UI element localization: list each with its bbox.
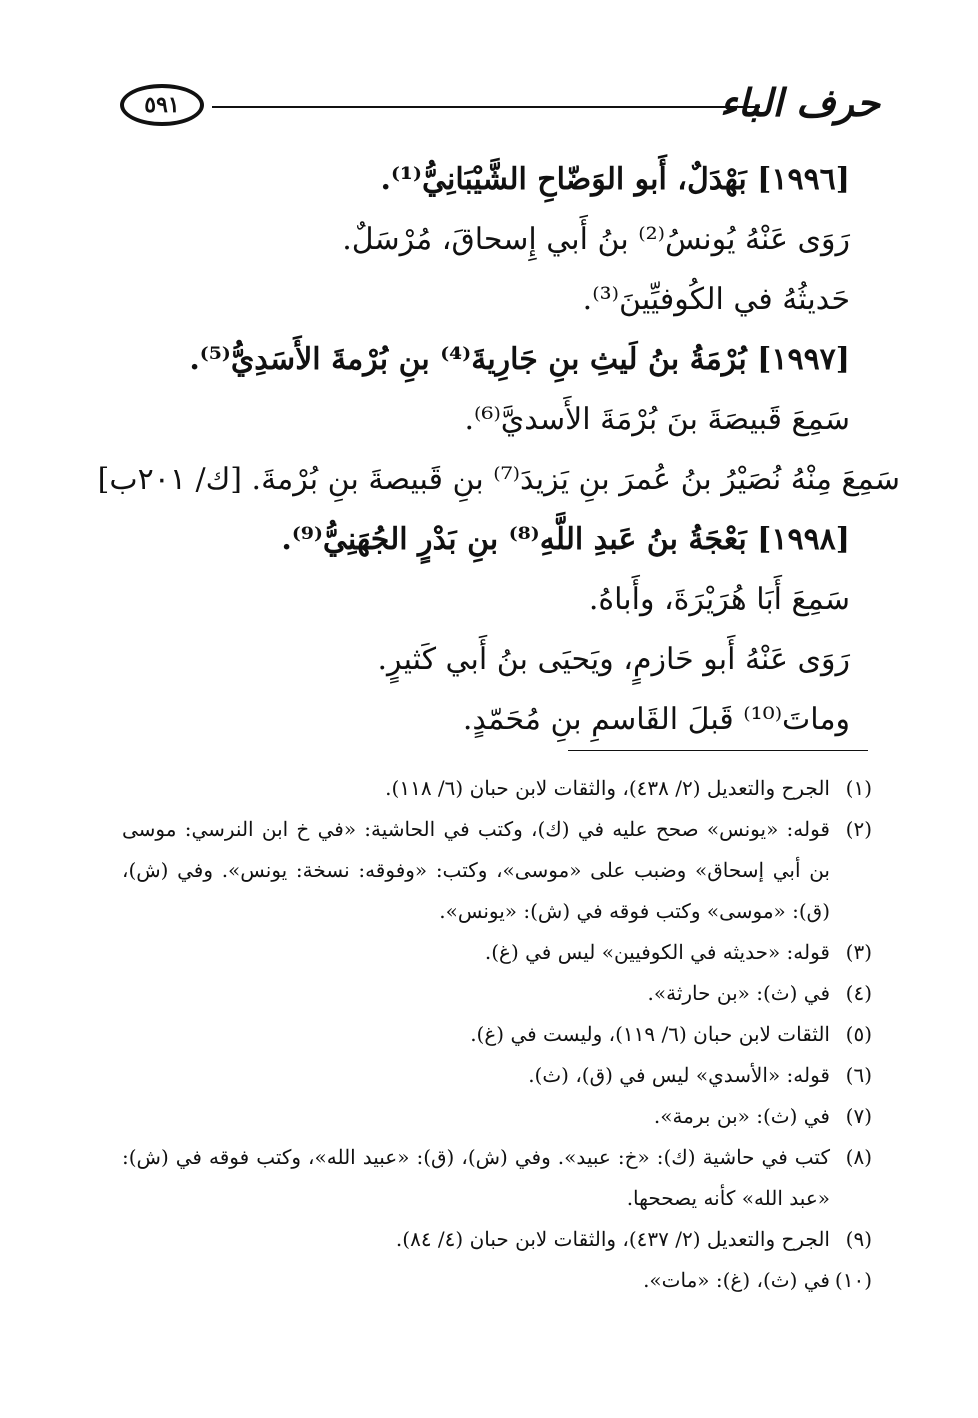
- chapter-title: حرف الباء: [719, 80, 880, 125]
- entry-1996-heading: [١٩٩٦] بَهْدَلٌ، أَبو الوَضّاحِ الشَّيْبَانِيُّ⁽¹⁾.: [380, 162, 850, 197]
- footnote: [122, 1014, 872, 1055]
- footnote: [122, 1096, 872, 1137]
- footnotes: [122, 768, 872, 1301]
- footnote: [122, 973, 872, 1014]
- footnote: [122, 1260, 872, 1301]
- footnote: [122, 1219, 872, 1260]
- footnote-number: (٥): [845, 1022, 872, 1046]
- entry-1997-heading: [١٩٩٧] بُرْمَةُ بنُ لَيثِ بنِ جَارِيةَ⁽⁴⁾ بنِ بُرْمةَ الأَسَدِيُّ⁽⁵⁾.: [189, 342, 850, 377]
- footnote-number: (٧): [845, 1104, 872, 1128]
- text-line: حَديثُهُ في الكُوفيِّينَ⁽³⁾.: [582, 282, 850, 317]
- footnote-text: الجرح والتعديل (٢/ ٤٣٨)، والثقات لابن حبان (٦/ ١١٨).: [385, 776, 830, 800]
- footnote-text: الجرح والتعديل (٢/ ٤٣٧)، والثقات لابن حبان (٤/ ٨٤).: [395, 1227, 830, 1251]
- footnote-number: (١٠): [834, 1268, 872, 1292]
- text-line: رَوَى عَنْهُ أَبو حَازمٍ، ويَحيَى بنُ أَبي كَثيرٍ.: [377, 642, 850, 677]
- text-line: رَوَى عَنْهُ يُونسُ⁽²⁾ بنُ أَبي إِسحاقَ، مُرْسَلٌ.: [342, 222, 850, 257]
- footnote-number: (٢): [845, 817, 872, 841]
- footnote-number: (٩): [845, 1227, 872, 1251]
- footnote-number: (٦): [845, 1063, 872, 1087]
- footnote-separator: [568, 750, 868, 751]
- text-line: سَمِعَ مِنْهُ نُصَيْرُ بنُ عُمرَ بنِ يَزيدَ⁽⁷⁾ بنِ قَبيصةَ بنِ بُرْمةَ. [ك/ ٢٠١ب]: [97, 462, 900, 497]
- footnote-text: كتب في حاشية (ك): «خ: عبيد». وفي (ش)، (ق): «عبيد الله»، وكتب فوقه في (ش): «عبد الله» كأنه يصححها.: [122, 1145, 830, 1210]
- footnote-text: الثقات لابن حبان (٦/ ١١٩)، وليست في (غ).: [470, 1022, 830, 1046]
- footnote-text: قوله: «الأسدي» ليس في (ق)، (ث).: [528, 1063, 830, 1087]
- page-number: ٥٩١: [120, 84, 204, 126]
- footnote-number: (٣): [845, 940, 872, 964]
- footnote-number: (١): [845, 776, 872, 800]
- footnote-text: في (ث): «بن حارثة».: [647, 981, 830, 1005]
- footnote-number: (٨): [845, 1145, 872, 1169]
- footnote: [122, 768, 872, 809]
- footnote-text: في (ث)، (غ): «مات».: [643, 1268, 830, 1292]
- footnote-text: قوله: «يونس» صحح عليه في (ك)، وكتب في الحاشية: «في خ ابن النرسي: موسى بن أبي إسحاق» وضبب على «موسى»، وكتب: «وفوقه: نسخة: يونس». وفي (ش)، (ق): «موسى» وكتب فوقه في (ش): «يونس».: [122, 817, 830, 923]
- footnote: [122, 1137, 872, 1219]
- header-rule: [212, 106, 760, 108]
- page-header: [120, 78, 880, 138]
- footnote-text: قوله: «حديثه في الكوفيين» ليس في (غ).: [484, 940, 830, 964]
- footnote-number: (٤): [845, 981, 872, 1005]
- footnote: [122, 1055, 872, 1096]
- main-text: [97, 150, 900, 750]
- footnote: [122, 809, 872, 932]
- footnote-text: في (ث): «بن برمة».: [653, 1104, 830, 1128]
- text-line: وماتَ⁽¹⁰⁾ قَبلَ القَاسمِ بنِ مُحَمّدٍ.: [462, 702, 850, 737]
- text-line: سَمِعَ قَبيصَةَ بنَ بُرْمَةَ الأَسديَّ⁽⁶⁾.: [464, 402, 850, 437]
- entry-1998-heading: [١٩٩٨] بَعْجَةُ بنُ عَبدِ اللَّهِ⁽⁸⁾ بنِ بَدْرٍ الجُهَنِيُّ⁽⁹⁾.: [281, 522, 850, 557]
- footnote: [122, 932, 872, 973]
- text-line: سَمِعَ أَبَا هُرَيْرَةَ، وأَباهُ.: [588, 582, 850, 617]
